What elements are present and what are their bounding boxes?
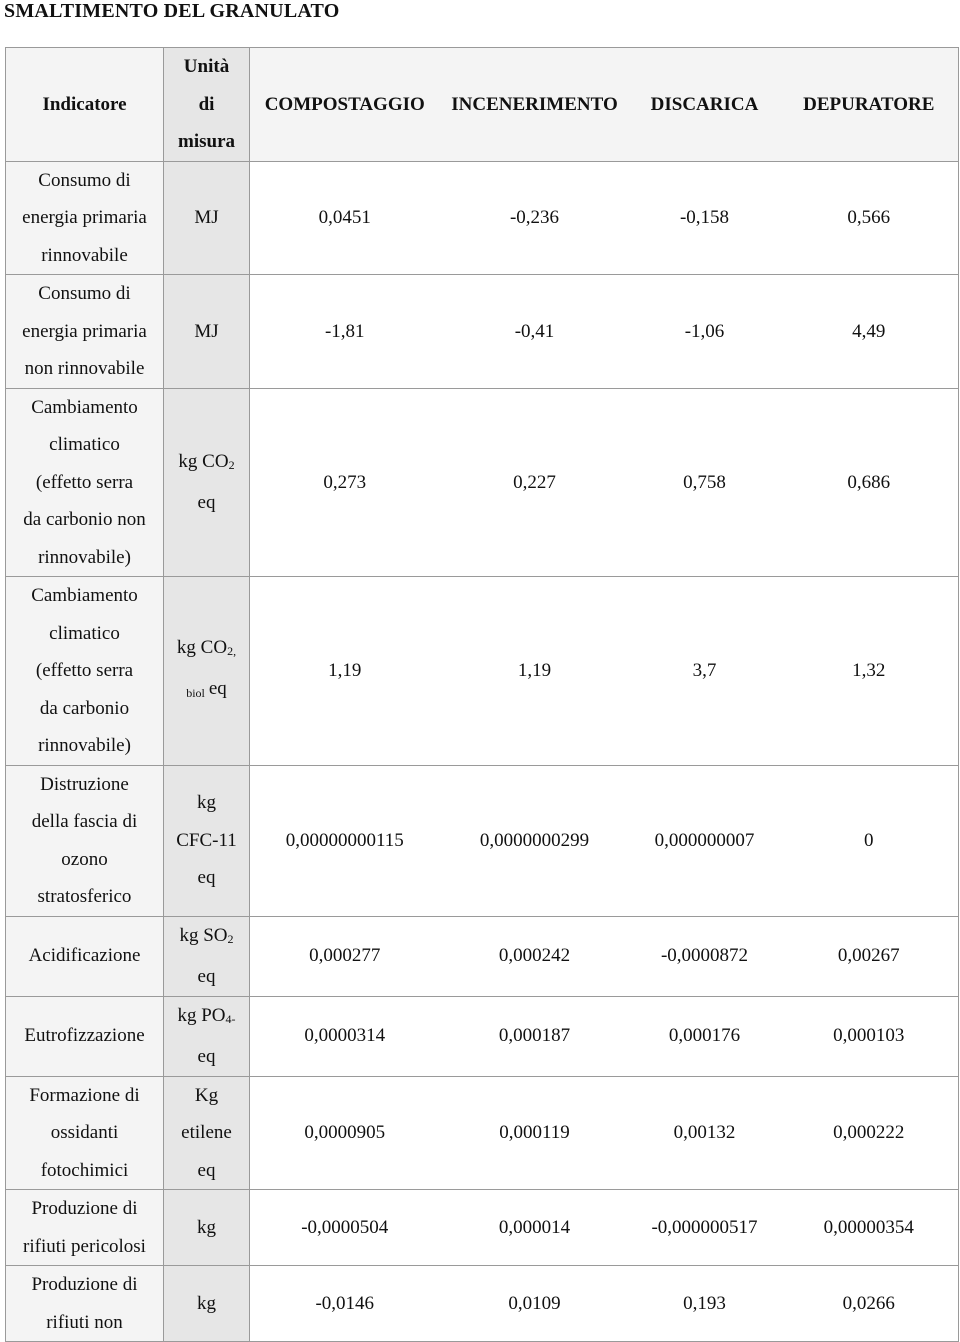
discarica-value: -1,06 [630, 275, 780, 389]
unit-subscript: 4- [225, 1011, 236, 1026]
compostaggio-value: 0,000277 [250, 916, 440, 996]
depuratore-value: 0,000222 [780, 1076, 959, 1190]
indicator-line: Distruzione [40, 773, 129, 795]
header-unit: Unità di misura [164, 48, 250, 162]
depuratore-value: 0,0266 [780, 1266, 959, 1342]
table-row [6, 916, 959, 996]
discarica-value: 0,000176 [630, 996, 780, 1076]
discarica-value: -0,0000872 [630, 916, 780, 996]
unit-cell [164, 1076, 250, 1190]
indicator-line: della fascia di [31, 811, 138, 832]
indicator-line: energia primaria [22, 207, 147, 228]
unit-line: eq [197, 1159, 216, 1181]
unit-subscript: 2 [227, 931, 234, 946]
indicator-line: ossidanti [50, 1122, 119, 1143]
discarica-value: 0,00132 [630, 1076, 780, 1190]
depuratore-value: 0,566 [780, 161, 959, 275]
indicator-cell [6, 1190, 164, 1266]
unit-prefix: biol [186, 686, 205, 701]
incenerimento-value: 0,000242 [440, 916, 630, 996]
unit-eq: eq [197, 966, 216, 987]
indicator-line: rinnovabile [41, 244, 128, 266]
incenerimento-value: 1,19 [440, 577, 630, 766]
indicator-line: Produzione di [31, 1274, 138, 1295]
indicator-cell [6, 1076, 164, 1190]
unit-line: MJ [194, 320, 219, 342]
indicator-line: rifiuti pericolosi [23, 1235, 146, 1257]
incenerimento-value: -0,41 [440, 275, 630, 389]
page-title: SMALTIMENTO DEL GRANULATO [4, 0, 340, 22]
compostaggio-value: 1,19 [250, 577, 440, 766]
table-row [6, 765, 959, 916]
header-incenerimento: INCENERIMENTO [440, 48, 630, 162]
unit-cell [164, 161, 250, 275]
indicator-line: fotochimici [40, 1159, 129, 1181]
indicator-cell [6, 577, 164, 766]
indicator-cell [6, 388, 164, 577]
depuratore-value: 0,00000354 [780, 1190, 959, 1266]
indicator-line: Eutrofizzazione [24, 1025, 145, 1047]
unit-cell [164, 916, 250, 996]
indicator-line: non rinnovabile [24, 358, 145, 379]
unit-eq: eq [197, 1046, 216, 1067]
discarica-value: -0,000000517 [630, 1190, 780, 1266]
unit-cell [164, 1190, 250, 1266]
unit-eq: eq [197, 492, 216, 514]
indicator-cell [6, 916, 164, 996]
indicator-line: rinnovabile) [38, 546, 131, 568]
indicator-line: Consumo di [38, 169, 131, 191]
indicator-cell [6, 996, 164, 1076]
unit-line: etilene [181, 1122, 232, 1143]
compostaggio-value: 0,0451 [250, 161, 440, 275]
unit-main: kg PO [177, 1004, 226, 1026]
unit-main: kg CO [178, 450, 229, 472]
incenerimento-value: 0,000014 [440, 1190, 630, 1266]
indicator-line: Consumo di [38, 283, 131, 304]
incenerimento-value: 0,000187 [440, 996, 630, 1076]
unit-cell [164, 275, 250, 389]
compostaggio-value: 0,0000905 [250, 1076, 440, 1190]
unit-main: kg SO [179, 924, 228, 946]
table-row [6, 275, 959, 389]
depuratore-value: 0,00267 [780, 916, 959, 996]
compostaggio-value: -0,0146 [250, 1266, 440, 1342]
unit-cell [164, 765, 250, 916]
depuratore-value: 0,000103 [780, 996, 959, 1076]
indicator-line: Cambiamento [31, 585, 138, 606]
disposal-indicators-table [5, 47, 959, 1342]
unit-cell [164, 388, 250, 577]
depuratore-value: 0,686 [780, 388, 959, 577]
incenerimento-value: -0,236 [440, 161, 630, 275]
table-row [6, 577, 959, 766]
discarica-value: 0,193 [630, 1266, 780, 1342]
indicator-line: Produzione di [31, 1198, 138, 1219]
discarica-value: -0,158 [630, 161, 780, 275]
incenerimento-value: 0,227 [440, 388, 630, 577]
indicator-line: rinnovabile) [38, 735, 131, 756]
compostaggio-value: 0,273 [250, 388, 440, 577]
unit-cell [164, 1266, 250, 1342]
indicator-cell [6, 275, 164, 389]
unit-line: kg [196, 792, 216, 814]
unit-cell [164, 996, 250, 1076]
table-row [6, 161, 959, 275]
unit-line: kg [197, 1216, 216, 1238]
header-depuratore: DEPURATORE [780, 48, 959, 162]
indicator-line: energia primaria [22, 320, 147, 342]
table-row [6, 1190, 959, 1266]
table-row [6, 388, 959, 577]
compostaggio-value: -1,81 [250, 275, 440, 389]
depuratore-value: 4,49 [780, 275, 959, 389]
indicator-line: climatico [49, 434, 120, 455]
discarica-value: 0,758 [630, 388, 780, 577]
header-discarica: DISCARICA [630, 48, 780, 162]
compostaggio-value: -0,0000504 [250, 1190, 440, 1266]
indicator-line: Cambiamento [31, 396, 138, 418]
indicator-line: Acidificazione [28, 945, 141, 967]
unit-eq: eq [208, 678, 227, 700]
unit-subscript: 2 [228, 457, 235, 472]
table-row [6, 1266, 959, 1342]
header-indicator: Indicatore [6, 48, 164, 162]
unit-line: CFC-11 [176, 829, 237, 851]
table-header-row [6, 48, 959, 162]
compostaggio-value: 0,0000314 [250, 996, 440, 1076]
compostaggio-value: 0,00000000115 [250, 765, 440, 916]
discarica-value: 0,000000007 [630, 765, 780, 916]
depuratore-value: 1,32 [780, 577, 959, 766]
indicator-cell [6, 765, 164, 916]
incenerimento-value: 0,000119 [440, 1076, 630, 1190]
indicator-line: ozono [61, 848, 108, 870]
incenerimento-value: 0,0000000299 [440, 765, 630, 916]
unit-main: kg CO [176, 636, 228, 658]
header-compostaggio: COMPOSTAGGIO [250, 48, 440, 162]
incenerimento-value: 0,0109 [440, 1266, 630, 1342]
unit-cell [164, 577, 250, 766]
indicator-cell [6, 1266, 164, 1342]
table-row [6, 1076, 959, 1190]
unit-line: kg [197, 1292, 216, 1314]
indicator-line: Formazione di [29, 1084, 140, 1106]
unit-subscript: 2, [227, 643, 237, 658]
discarica-value: 3,7 [630, 577, 780, 766]
indicator-line: (effetto serra [35, 660, 134, 681]
indicator-line: da carbonio non [23, 509, 146, 530]
indicator-cell [6, 161, 164, 275]
unit-line: MJ [194, 207, 219, 228]
indicator-line: da carbonio [39, 697, 130, 719]
indicator-line: climatico [49, 622, 120, 644]
unit-line: Kg [194, 1084, 219, 1106]
unit-line: eq [197, 867, 216, 889]
indicator-line: rifiuti non [46, 1311, 123, 1333]
indicator-line: (effetto serra [35, 471, 134, 493]
table-row [6, 996, 959, 1076]
depuratore-value: 0 [780, 765, 959, 916]
indicator-line: stratosferico [37, 886, 132, 907]
